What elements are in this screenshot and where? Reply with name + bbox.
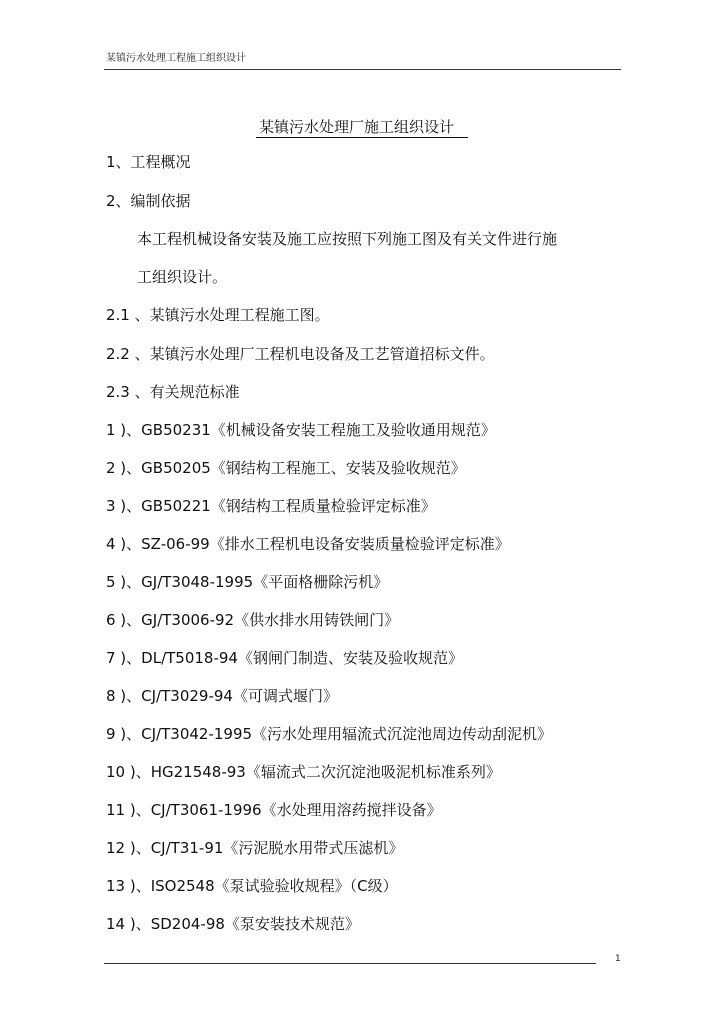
paragraph-line: 本工程机械设备安装及施工应按照下列施工图及有关文件进行施 — [137, 230, 558, 248]
standard-list-item: 14 )、SD204-98《泵安装技术规范》 — [106, 915, 360, 933]
standard-list-item: 1 )、GB50231《机械设备安装工程施工及验收通用规范》 — [106, 421, 496, 439]
page-number: 1 — [615, 954, 621, 964]
standard-list-item: 11 )、CJ/T3061-1996《水处理用溶药搅拌设备》 — [106, 801, 442, 819]
standard-list-item: 13 )、ISO2548《泵试验验收规程》（C级） — [106, 877, 398, 895]
paragraph-line: 工组织设计。 — [137, 268, 228, 286]
page-header-text: 某镇污水处理工程施工组织设计 — [106, 53, 246, 64]
standard-list-item: 8 )、CJ/T3029-94《可调式堰门》 — [106, 687, 338, 705]
standard-list-item: 7 )、DL/T5018-94《钢闸门制造、安装及验收规范》 — [106, 649, 463, 667]
standard-list-item: 6 )、GJ/T3006-92《供水排水用铸铁闸门》 — [106, 611, 400, 629]
document-title — [0, 117, 724, 137]
section-heading-overview: 1、工程概况 — [106, 153, 191, 171]
footer-divider — [104, 963, 596, 964]
standard-list-item: 2 )、GB50205《钢结构工程施工、安装及验收规范》 — [106, 459, 466, 477]
document-title-text: 某镇污水处理厂施工组织设计 — [256, 118, 468, 138]
subsection-heading-standards: 2.3 、有关规范标准 — [106, 383, 240, 401]
standard-list-item: 12 )、CJ/T31-91《污泥脱水用带式压滤机》 — [106, 839, 404, 857]
header-divider — [104, 69, 621, 70]
standard-list-item: 3 )、GB50221《钢结构工程质量检验评定标准》 — [106, 497, 436, 515]
section-heading-basis: 2、编制依据 — [106, 192, 191, 210]
standard-list-item: 4 )、SZ-06-99《排水工程机电设备安装质量检验评定标准》 — [106, 535, 510, 553]
subsection-item: 2.2 、某镇污水处理厂工程机电设备及工艺管道招标文件。 — [106, 345, 495, 363]
standard-list-item: 9 )、CJ/T3042-1995《污水处理用辐流式沉淀池周边传动刮泥机》 — [106, 725, 553, 743]
standard-list-item: 10 )、HG21548-93《辐流式二次沉淀池吸泥机标准系列》 — [106, 763, 501, 781]
subsection-item: 2.1 、某镇污水处理工程施工图。 — [106, 306, 330, 324]
standard-list-item: 5 )、GJ/T3048-1995《平面格栅除污机》 — [106, 573, 389, 591]
